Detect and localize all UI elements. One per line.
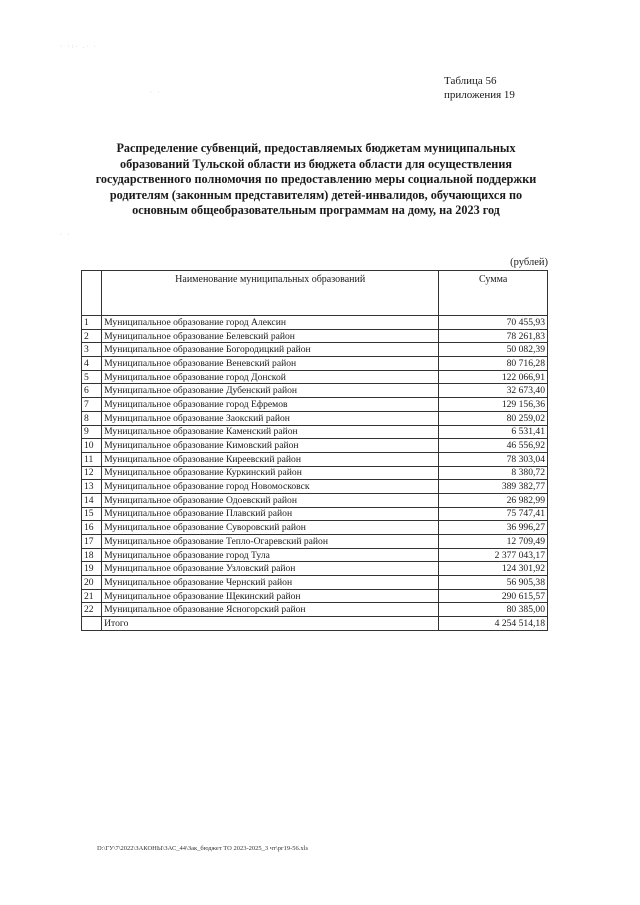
- table-row: [82, 548, 548, 562]
- municipality-name: Муниципальное образование город Донской: [102, 370, 439, 384]
- table-row: [82, 480, 548, 494]
- column-header-number: [82, 271, 102, 316]
- title-line: Распределение субвенций, предоставляемых бюджетам муниципальных: [116, 141, 516, 155]
- row-number: 20: [82, 576, 102, 590]
- row-number: 19: [82, 562, 102, 576]
- table-row: [82, 589, 548, 603]
- subsidy-amount: 50 082,39: [439, 343, 548, 357]
- municipality-name: Муниципальное образование Плавский район: [102, 507, 439, 521]
- row-number: 3: [82, 343, 102, 357]
- table-row: [82, 329, 548, 343]
- table-row: [82, 411, 548, 425]
- subsidy-amount: 75 747,41: [439, 507, 548, 521]
- municipality-name: Муниципальное образование Ясногорский район: [102, 603, 439, 617]
- municipality-name: Муниципальное образование Суворовский район: [102, 521, 439, 535]
- row-number: 11: [82, 452, 102, 466]
- municipality-name: Муниципальное образование Белевский район: [102, 329, 439, 343]
- municipality-name: Итого: [102, 617, 439, 631]
- row-number: 13: [82, 480, 102, 494]
- table-row: [82, 507, 548, 521]
- total-row: [82, 617, 548, 631]
- subsidy-amount: 46 556,92: [439, 439, 548, 453]
- subsidy-amount: 2 377 043,17: [439, 548, 548, 562]
- row-number: 10: [82, 439, 102, 453]
- municipality-name: Муниципальное образование Кимовский район: [102, 439, 439, 453]
- title-line: основным общеобразовательным программам на дому, на 2023 год: [132, 203, 500, 218]
- municipality-name: Муниципальное образование Куркинский район: [102, 466, 439, 480]
- table-row: [82, 603, 548, 617]
- row-number: 7: [82, 398, 102, 412]
- title-line: государственного полномочия по предоставлению меры социальной поддержки: [95, 172, 537, 187]
- row-number: 18: [82, 548, 102, 562]
- row-number: 15: [82, 507, 102, 521]
- subsidy-amount: 36 996,27: [439, 521, 548, 535]
- row-number: 1: [82, 316, 102, 330]
- subsidy-amount: 32 673,40: [439, 384, 548, 398]
- subsidy-amount: 12 709,49: [439, 535, 548, 549]
- table-reference: [444, 74, 515, 102]
- municipality-name: Муниципальное образование город Новомосковск: [102, 480, 439, 494]
- row-number: 2: [82, 329, 102, 343]
- table-row: [82, 521, 548, 535]
- municipality-name: Муниципальное образование Богородицкий район: [102, 343, 439, 357]
- municipality-name: Муниципальное образование Дубенский район: [102, 384, 439, 398]
- table-row: [82, 493, 548, 507]
- subsidy-amount: 80 385,00: [439, 603, 548, 617]
- subsidy-amount: 122 066,91: [439, 370, 548, 384]
- table-row: [82, 562, 548, 576]
- column-header-sum: Сумма: [439, 271, 548, 316]
- subsidy-amount: 389 382,77: [439, 480, 548, 494]
- municipality-name: Муниципальное образование Одоевский район: [102, 493, 439, 507]
- document-title: [80, 141, 552, 219]
- municipality-name: Муниципальное образование Щекинский район: [102, 589, 439, 603]
- subsidy-amount: 78 261,83: [439, 329, 548, 343]
- scan-speckle: · ·: [60, 232, 72, 238]
- row-number: 22: [82, 603, 102, 617]
- row-number: 6: [82, 384, 102, 398]
- table-row: [82, 370, 548, 384]
- municipality-name: Муниципальное образование Веневский район: [102, 357, 439, 371]
- table-body: [82, 316, 548, 631]
- file-path-footer: D:\ГУ\7\2022\ЗАКОНЫ\ЗАС_44\Зак_бюджет ТО 2023-2025_3 чт\рг19-56.xls: [97, 845, 308, 852]
- subsidy-amount: 124 301,92: [439, 562, 548, 576]
- row-number: [82, 617, 102, 631]
- distribution-table: [81, 270, 548, 631]
- subsidy-amount: 8 380,72: [439, 466, 548, 480]
- table-row: [82, 316, 548, 330]
- appendix-label: приложения 19: [444, 89, 515, 101]
- subsidy-amount: 70 455,93: [439, 316, 548, 330]
- municipality-name: Муниципальное образование Киреевский район: [102, 452, 439, 466]
- municipality-name: Муниципальное образование Тепло-Огаревский район: [102, 535, 439, 549]
- row-number: 16: [82, 521, 102, 535]
- row-number: 9: [82, 425, 102, 439]
- row-number: 4: [82, 357, 102, 371]
- scan-speckle: · ·:· .· ·: [60, 44, 98, 50]
- table-row: [82, 452, 548, 466]
- subsidy-amount: 80 716,28: [439, 357, 548, 371]
- municipality-name: Муниципальное образование город Ефремов: [102, 398, 439, 412]
- row-number: 21: [82, 589, 102, 603]
- subsidy-amount: 129 156,36: [439, 398, 548, 412]
- table-header-row: [82, 271, 548, 316]
- table-row: [82, 535, 548, 549]
- table-row: [82, 576, 548, 590]
- table-row: [82, 343, 548, 357]
- title-line: родителям (законным представителям) детей-инвалидов, обучающихся по: [109, 187, 523, 202]
- municipality-name: Муниципальное образование Заокский район: [102, 411, 439, 425]
- row-number: 8: [82, 411, 102, 425]
- municipality-name: Муниципальное образование город Алексин: [102, 316, 439, 330]
- table-row: [82, 357, 548, 371]
- municipality-name: Муниципальное образование Чернский район: [102, 576, 439, 590]
- subsidy-amount: 56 905,38: [439, 576, 548, 590]
- subsidy-amount: 80 259,02: [439, 411, 548, 425]
- subsidy-amount: 26 982,99: [439, 493, 548, 507]
- scan-speckle: · ·: [150, 90, 162, 96]
- row-number: 14: [82, 493, 102, 507]
- column-header-name: Наименование муниципальных образований: [102, 271, 439, 316]
- table-label: Таблица 56: [444, 75, 497, 87]
- table-row: [82, 384, 548, 398]
- subsidy-amount: 4 254 514,18: [439, 617, 548, 631]
- title-line: образований Тульской области из бюджета области для осуществления: [120, 156, 512, 171]
- table-row: [82, 425, 548, 439]
- row-number: 5: [82, 370, 102, 384]
- table-row: [82, 398, 548, 412]
- row-number: 17: [82, 535, 102, 549]
- table-row: [82, 439, 548, 453]
- subsidy-amount: 78 303,04: [439, 452, 548, 466]
- municipality-name: Муниципальное образование Каменский район: [102, 425, 439, 439]
- municipality-name: Муниципальное образование Узловский район: [102, 562, 439, 576]
- municipality-name: Муниципальное образование город Тула: [102, 548, 439, 562]
- subsidy-amount: 6 531,41: [439, 425, 548, 439]
- row-number: 12: [82, 466, 102, 480]
- table-row: [82, 466, 548, 480]
- units-label: (рублей): [510, 257, 548, 268]
- subsidy-amount: 290 615,57: [439, 589, 548, 603]
